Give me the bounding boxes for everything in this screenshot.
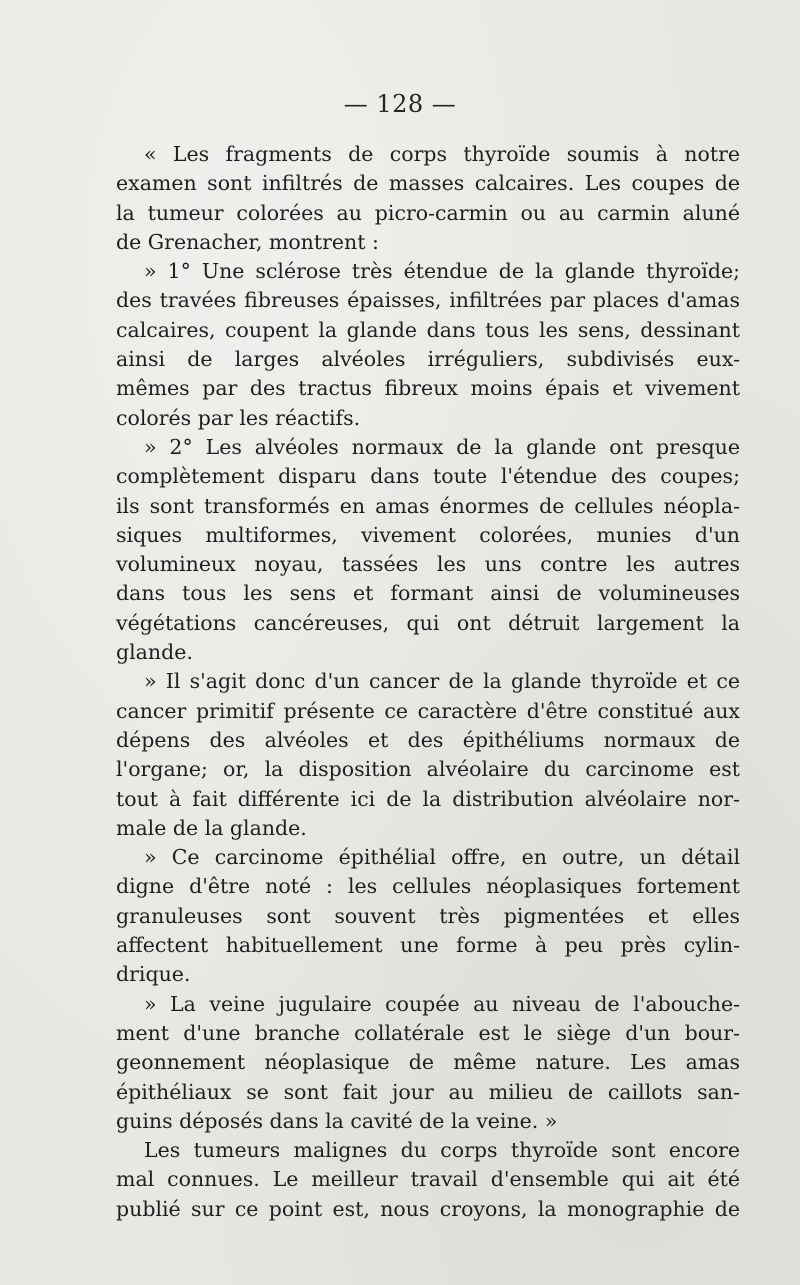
text-line: » 2° Les alvéoles normaux de la glande ont presque	[144, 434, 740, 459]
text-line: végétations cancéreuses, qui ont détruit largement la	[116, 610, 740, 635]
text-line: des travées fibreuses épaisses, infiltrées par places d'amas	[116, 288, 740, 313]
text-line: dépens des alvéoles et des épithéliums normaux de	[116, 727, 740, 752]
text-line: tout à fait différente ici de la distribution alvéolaire nor-	[116, 786, 740, 811]
text-line: geonnement néoplasique de même nature. Les amas	[116, 1050, 740, 1075]
text-line: ment d'une branche collatérale est le siège d'un bour-	[116, 1020, 740, 1045]
text-line: volumineux noyau, tassées les uns contre les autres	[116, 552, 740, 577]
text-line: de Grenacher, montrent :	[116, 229, 379, 254]
text-line: cancer primitif présente ce caractère d'être constitué aux	[116, 698, 740, 723]
text-line: colorés par les réactifs.	[116, 405, 361, 430]
text-line: affectent habituellement une forme à peu près cylin-	[116, 933, 740, 958]
text-line: guins déposés dans la cavité de la veine. »	[116, 1108, 558, 1133]
text-line: publié sur ce point est, nous croyons, la monographie de	[116, 1196, 740, 1221]
text-line: dans tous les sens et formant ainsi de volumineuses	[116, 581, 740, 606]
text-line: complètement disparu dans toute l'étendue des coupes;	[116, 464, 740, 489]
text-line: » 1° Une sclérose très étendue de la glande thyroïde;	[144, 259, 740, 284]
text-line: la tumeur colorées au picro-carmin ou au carmin aluné	[116, 200, 740, 225]
text-line: glande.	[116, 640, 193, 665]
text-line: épithéliaux se sont fait jour au milieu de caillots san-	[116, 1079, 740, 1104]
page-number: — 128 —	[343, 90, 457, 118]
text-line: » Ce carcinome épithélial offre, en outre, un détail	[144, 845, 740, 870]
text-line: male de la glande.	[116, 815, 307, 840]
text-line: examen sont infiltrés de masses calcaires. Les coupes de	[116, 171, 740, 196]
text-line: calcaires, coupent la glande dans tous les sens, dessinant	[116, 317, 740, 342]
text-line: » La veine jugulaire coupée au niveau de l'abouche-	[144, 991, 740, 1016]
text-line: siques multiformes, vivement colorées, munies d'un	[116, 522, 740, 547]
body-text	[116, 140, 740, 1224]
text-line: ainsi de larges alvéoles irréguliers, subdivisés eux-	[116, 347, 740, 372]
text-line: mal connues. Le meilleur travail d'ensemble qui ait été	[116, 1167, 740, 1192]
text-line: » Il s'agit donc d'un cancer de la glande thyroïde et ce	[144, 669, 740, 694]
text-line: « Les fragments de corps thyroïde soumis à notre	[144, 142, 740, 166]
text-line: mêmes par des tractus fibreux moins épais et vivement	[116, 376, 740, 401]
text-line: drique.	[116, 962, 191, 987]
text-line: ils sont transformés en amas énormes de cellules néopla-	[116, 493, 740, 518]
text-line: granuleuses sont souvent très pigmentées et elles	[116, 903, 740, 928]
text-line: digne d'être noté : les cellules néoplasiques fortement	[116, 874, 740, 899]
text-line: l'organe; or, la disposition alvéolaire du carcinome est	[116, 757, 740, 782]
text-line: Les tumeurs malignes du corps thyroïde sont encore	[144, 1138, 740, 1163]
